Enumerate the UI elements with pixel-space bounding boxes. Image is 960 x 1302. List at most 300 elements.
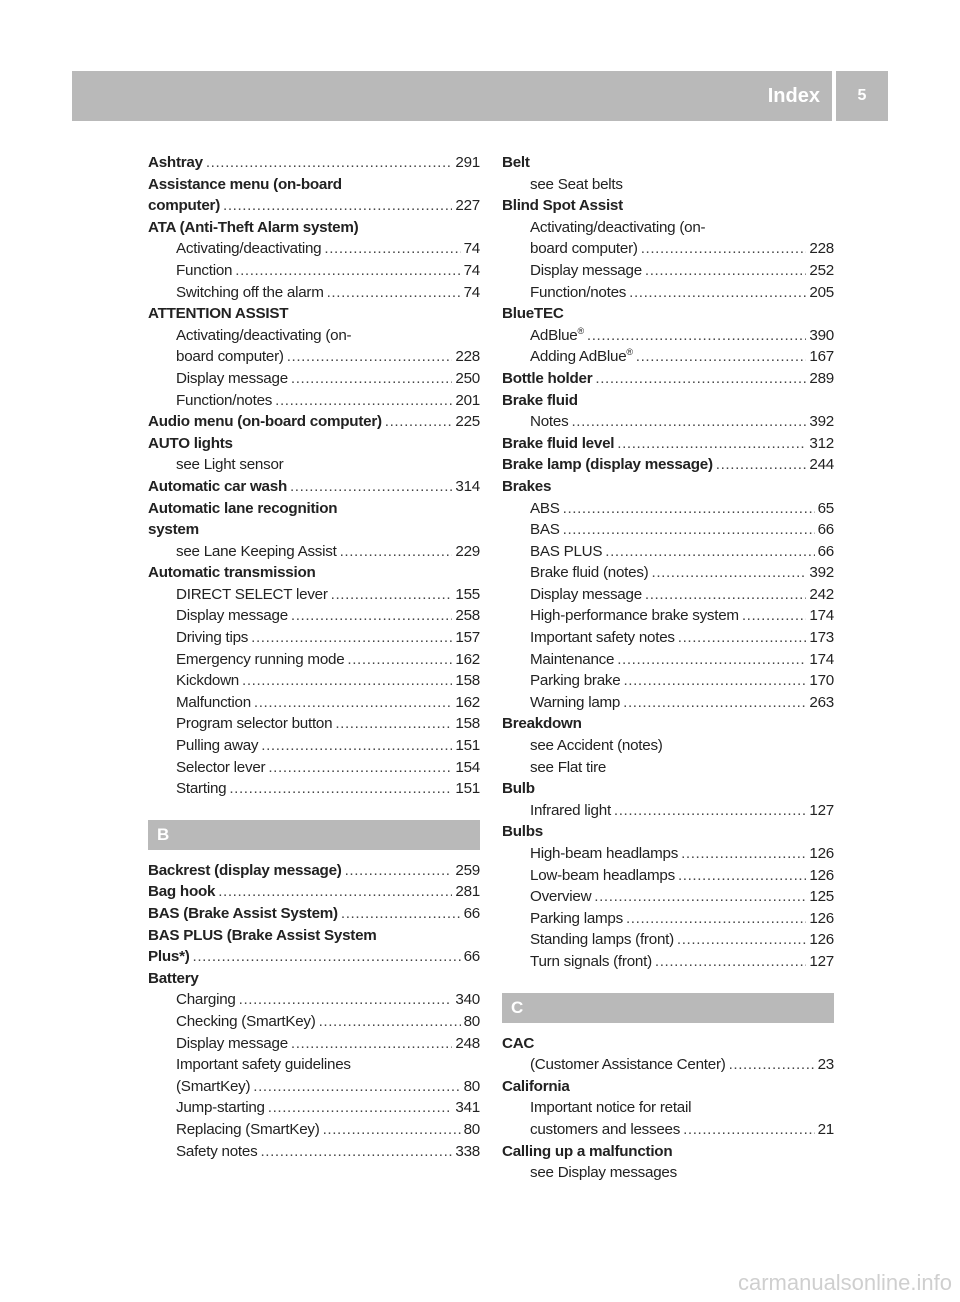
entry-label: Parking brake	[530, 672, 621, 690]
index-subentry	[148, 1056, 480, 1078]
page-ref: 66	[817, 542, 834, 560]
dot-leader	[345, 862, 453, 879]
entry-label: Driving tips	[176, 629, 249, 647]
dot-leader	[261, 737, 452, 754]
page-ref: 162	[455, 693, 480, 711]
dot-leader	[235, 262, 460, 279]
entry-label: Plus*)	[148, 948, 190, 966]
entry-label: Display message	[530, 261, 642, 279]
entry-label: Program selector button	[176, 715, 333, 733]
index-subentry	[502, 867, 834, 889]
dot-leader	[742, 607, 807, 624]
entry-label: AdBlue®	[530, 325, 584, 344]
entry-label: Pulling away	[176, 737, 259, 755]
page-ref: 80	[463, 1120, 480, 1138]
dot-leader	[623, 694, 806, 711]
index-entry	[502, 392, 834, 414]
index-entry	[148, 970, 480, 992]
page-ref: 263	[809, 693, 834, 711]
dot-leader	[681, 845, 806, 862]
page-ref: 252	[809, 261, 834, 279]
index-entry	[148, 478, 480, 500]
entry-label: DIRECT SELECT lever	[176, 585, 328, 603]
entry-label: Blind Spot Assist	[502, 197, 623, 215]
entry-label: CAC	[502, 1034, 535, 1052]
entry-label: BlueTEC	[502, 305, 564, 323]
entry-label: (Customer Assistance Center)	[530, 1056, 726, 1074]
page-number: 5	[836, 71, 888, 121]
entry-label: see Seat belts	[530, 175, 623, 193]
page-ref: 80	[463, 1012, 480, 1030]
dot-leader	[683, 1121, 815, 1138]
index-subentry	[502, 586, 834, 608]
index-subentry	[502, 672, 834, 694]
entry-label: see Accident (notes)	[530, 737, 663, 755]
page-ref: 167	[809, 348, 834, 366]
index-subentry	[502, 931, 834, 953]
entry-label: Checking (SmartKey)	[176, 1012, 316, 1030]
entry-label: see Light sensor	[176, 456, 284, 474]
entry-label: BAS (Brake Assist System)	[148, 905, 338, 922]
dot-leader	[229, 780, 452, 797]
index-entry	[148, 927, 480, 949]
entry-label: Breakdown	[502, 715, 582, 733]
entry-label: Warning lamp	[530, 693, 621, 711]
index-entry	[502, 823, 834, 845]
index-subentry	[502, 564, 834, 586]
index-subentry	[148, 240, 480, 262]
dot-leader	[218, 883, 452, 900]
dot-leader	[193, 948, 461, 965]
dot-leader	[291, 370, 453, 387]
entry-label: ATA (Anti-Theft Alarm system)	[148, 218, 359, 236]
page-ref: 174	[809, 650, 834, 668]
entry-label: ABS	[530, 499, 560, 517]
index-entry	[502, 305, 834, 327]
index-entry	[148, 564, 480, 586]
index-entry	[148, 197, 480, 219]
dot-leader	[323, 1121, 461, 1138]
index-entry	[148, 305, 480, 327]
index-subentry	[148, 1013, 480, 1035]
page-ref: 205	[809, 283, 834, 301]
entry-label: AUTO lights	[148, 434, 233, 452]
entry-label: Brake fluid	[502, 391, 578, 409]
index-entry	[148, 154, 480, 176]
page-ref: 127	[809, 801, 834, 819]
index-subentry	[148, 327, 480, 349]
page-ref: 312	[809, 434, 834, 452]
index-entry	[148, 500, 480, 522]
dot-leader	[223, 197, 452, 214]
dot-leader	[275, 392, 452, 409]
entry-label: Turn signals (front)	[530, 952, 652, 970]
entry-label: Adding AdBlue®	[530, 347, 633, 366]
index-subentry	[502, 629, 834, 651]
page-ref: 291	[455, 154, 480, 171]
page-ref: 242	[809, 585, 834, 603]
entry-label: Automatic transmission	[148, 564, 316, 582]
entry-label: Starting	[176, 780, 227, 798]
entry-label: Low-beam headlamps	[530, 866, 675, 884]
entry-label: Charging	[176, 991, 236, 1009]
dot-leader	[287, 348, 453, 365]
index-column-left	[148, 154, 480, 1164]
index-entry	[502, 154, 834, 176]
dot-leader	[617, 435, 806, 452]
index-subentry	[502, 1164, 834, 1186]
index-subentry	[148, 586, 480, 608]
index-entry	[148, 176, 480, 198]
entry-label: computer)	[148, 197, 221, 215]
registered-mark: ®	[577, 325, 584, 336]
entry-label: Notes	[530, 413, 569, 431]
page-ref: 151	[455, 737, 480, 755]
page-ref: 281	[455, 883, 480, 901]
entry-label: BAS PLUS	[530, 542, 603, 560]
index-entry	[502, 780, 834, 802]
entry-label: Switching off the alarm	[176, 283, 324, 301]
page-ref: 250	[455, 369, 480, 387]
entry-label: Function	[176, 261, 233, 279]
page-ref: 158	[455, 672, 480, 690]
entry-label: Battery	[148, 969, 199, 987]
index-subentry	[148, 543, 480, 565]
index-subentry	[502, 284, 834, 306]
index-entry	[148, 905, 480, 927]
page-title: Index	[767, 85, 820, 107]
dot-leader	[268, 759, 452, 776]
index-entry	[148, 521, 480, 543]
page-ref: 21	[817, 1120, 834, 1138]
entry-label: Automatic lane recognition	[148, 499, 338, 517]
page-ref: 23	[817, 1056, 834, 1074]
entry-label: High-performance brake system	[530, 607, 739, 625]
index-entry	[502, 370, 834, 392]
page-ref: 66	[463, 905, 480, 922]
index-subentry	[148, 1099, 480, 1121]
entry-label: Safety notes	[176, 1142, 258, 1160]
index-subentry	[502, 327, 834, 349]
index-entry	[502, 435, 834, 457]
dot-leader	[291, 607, 453, 624]
entry-label: Assistance menu (on-board	[148, 175, 342, 193]
dot-leader	[652, 564, 807, 581]
index-subentry	[502, 262, 834, 284]
index-subentry	[148, 651, 480, 673]
index-subentry	[148, 991, 480, 1013]
index-subentry	[148, 284, 480, 306]
index-subentry	[502, 1056, 834, 1078]
index-entry	[148, 219, 480, 241]
dot-leader	[571, 413, 806, 430]
entry-label: Brake lamp (display message)	[502, 456, 713, 474]
dot-leader	[239, 991, 453, 1008]
dot-leader	[335, 715, 452, 732]
entry-label: Function/notes	[530, 283, 627, 301]
index-subentry	[502, 910, 834, 932]
index-entry	[148, 862, 480, 884]
index-subentry	[502, 737, 834, 759]
index-subentry	[148, 456, 480, 478]
entry-label: Important safety notes	[530, 629, 675, 647]
entry-label: Infrared light	[530, 801, 611, 819]
page-header-bar	[72, 71, 832, 121]
page-ref: 126	[809, 931, 834, 949]
page-ref: 248	[455, 1034, 480, 1052]
dot-leader	[614, 802, 806, 819]
index-subentry	[502, 1099, 834, 1121]
index-subentry	[148, 392, 480, 414]
entry-label: California	[502, 1077, 570, 1095]
entry-label: Emergency running mode	[176, 650, 345, 668]
page-ref: 74	[463, 261, 480, 279]
dot-leader	[678, 629, 807, 646]
index-entry	[502, 456, 834, 478]
dot-leader	[617, 651, 806, 668]
page-ref: 259	[455, 861, 480, 879]
page-ref: 228	[809, 240, 834, 258]
page-ref: 392	[809, 413, 834, 431]
page-ref: 170	[809, 672, 834, 690]
index-entry	[502, 715, 834, 737]
index-subentry	[148, 1121, 480, 1143]
dot-leader	[385, 413, 453, 430]
entry-label: Display message	[176, 1034, 288, 1052]
dot-leader	[341, 905, 461, 922]
dot-leader	[677, 931, 806, 948]
page-ref: 158	[455, 715, 480, 733]
dot-leader	[319, 1013, 461, 1030]
index-subentry	[502, 694, 834, 716]
entry-label: Kickdown	[176, 672, 239, 690]
index-subentry	[148, 1035, 480, 1057]
registered-mark: ®	[626, 347, 633, 358]
dot-leader	[629, 284, 806, 301]
dot-leader	[729, 1056, 815, 1073]
index-subentry	[148, 262, 480, 284]
index-entry	[502, 197, 834, 219]
entry-label: Bulbs	[502, 823, 543, 841]
index-entry	[148, 948, 480, 970]
page-ref: 341	[455, 1099, 480, 1117]
dot-leader	[242, 672, 452, 689]
entry-label: see Lane Keeping Assist	[176, 542, 337, 560]
entry-label: Replacing (SmartKey)	[176, 1120, 320, 1138]
page-ref: 340	[455, 991, 480, 1009]
page-ref: 65	[817, 499, 834, 517]
index-entry	[502, 1078, 834, 1100]
page-ref: 227	[455, 197, 480, 215]
page-ref: 80	[463, 1077, 480, 1095]
dot-leader	[340, 543, 453, 560]
entry-label: Bag hook	[148, 883, 216, 901]
page-ref: 392	[809, 564, 834, 582]
page-ref: 225	[455, 413, 480, 431]
dot-leader	[605, 543, 814, 560]
index-entry	[502, 1143, 834, 1165]
index-subentry	[502, 953, 834, 975]
dot-leader	[268, 1099, 453, 1116]
index-entry	[148, 413, 480, 435]
entry-label: board computer)	[176, 348, 284, 366]
entry-label: see Flat tire	[530, 758, 607, 776]
page-ref: 151	[455, 780, 480, 798]
page-ref: 127	[809, 952, 834, 970]
entry-label: (SmartKey)	[176, 1077, 251, 1095]
page-ref: 125	[809, 888, 834, 906]
entry-label: ATTENTION ASSIST	[148, 305, 289, 323]
entry-label: Malfunction	[176, 693, 251, 711]
dot-leader	[645, 586, 807, 603]
dot-leader	[327, 284, 461, 301]
dot-leader	[206, 154, 453, 171]
dot-leader	[290, 478, 452, 495]
dot-leader	[626, 910, 806, 927]
entry-label: Function/notes	[176, 391, 273, 409]
entry-label: Important notice for retail	[530, 1099, 692, 1117]
index-subentry	[148, 694, 480, 716]
index-subentry	[148, 715, 480, 737]
index-subentry	[148, 672, 480, 694]
page-ref: 390	[809, 326, 834, 344]
page-ref: 155	[455, 585, 480, 603]
index-subentry	[148, 607, 480, 629]
entry-label: BAS	[530, 521, 560, 539]
index-subentry	[502, 219, 834, 241]
entry-label: Audio menu (on-board computer)	[148, 413, 382, 431]
section-header: C	[502, 993, 834, 1023]
index-subentry	[502, 888, 834, 910]
index-subentry	[502, 845, 834, 867]
entry-label: Selector lever	[176, 758, 266, 776]
page-ref: 126	[809, 845, 834, 862]
entry-label: Standing lamps (front)	[530, 931, 674, 949]
page-ref: 74	[463, 240, 480, 258]
dot-leader	[623, 672, 806, 689]
page-ref: 157	[455, 629, 480, 647]
page-ref: 228	[455, 348, 480, 366]
index-subentry	[148, 737, 480, 759]
watermark: carmanualsonline.info	[737, 1270, 952, 1295]
index-entry	[502, 1035, 834, 1057]
index-column-right	[502, 154, 834, 1186]
page-ref: 66	[817, 521, 834, 539]
entry-label: Backrest (display message)	[148, 861, 342, 879]
entry-label: board computer)	[530, 240, 638, 258]
index-entry	[502, 478, 834, 500]
page-ref: 174	[809, 607, 834, 625]
entry-label: customers and lessees	[530, 1120, 681, 1138]
page-ref: 201	[455, 391, 480, 409]
dot-leader	[563, 521, 815, 538]
entry-label: Bulb	[502, 780, 535, 798]
dot-leader	[678, 867, 806, 884]
dot-leader	[594, 888, 806, 905]
dot-leader	[655, 953, 807, 970]
dot-leader	[636, 348, 807, 365]
entry-label: Parking lamps	[530, 909, 623, 927]
index-subentry	[502, 521, 834, 543]
dot-leader	[716, 456, 807, 473]
index-subentry	[502, 802, 834, 824]
dot-leader	[595, 370, 806, 387]
page-ref: 74	[463, 283, 480, 301]
dot-leader	[291, 1035, 453, 1052]
index-entry	[148, 435, 480, 457]
page-ref: 314	[455, 477, 480, 495]
entry-label: Brake fluid (notes)	[530, 564, 649, 582]
entry-label: system	[148, 521, 199, 539]
page-ref: 162	[455, 650, 480, 668]
entry-label: Brake fluid level	[502, 434, 615, 452]
entry-label: Automatic car wash	[148, 477, 287, 495]
entry-label: Calling up a malfunction	[502, 1142, 673, 1160]
index-subentry	[502, 176, 834, 198]
dot-leader	[563, 500, 815, 517]
index-subentry	[502, 651, 834, 673]
entry-label: Activating/deactivating (on-	[530, 218, 706, 236]
dot-leader	[331, 586, 453, 603]
entry-label: Belt	[502, 154, 530, 171]
dot-leader	[253, 1078, 460, 1095]
page-ref: 154	[455, 758, 480, 776]
entry-label: Display message	[176, 369, 288, 387]
entry-label: Overview	[530, 888, 592, 906]
page-ref: 258	[455, 607, 480, 625]
dot-leader	[645, 262, 807, 279]
index-subentry	[502, 240, 834, 262]
dot-leader	[251, 629, 452, 646]
index-subentry	[148, 1143, 480, 1165]
index-subentry	[148, 348, 480, 370]
dot-leader	[641, 240, 807, 257]
index-subentry	[502, 759, 834, 781]
page-ref: 126	[809, 909, 834, 927]
entry-label: High-beam headlamps	[530, 845, 679, 862]
index-subentry	[148, 780, 480, 802]
entry-label: Bottle holder	[502, 369, 593, 387]
index-subentry	[502, 500, 834, 522]
page-ref: 126	[809, 866, 834, 884]
entry-label: Activating/deactivating	[176, 240, 322, 258]
index-subentry	[148, 1078, 480, 1100]
index-subentry	[502, 1121, 834, 1143]
entry-label: Display message	[530, 585, 642, 603]
entry-label: Display message	[176, 607, 288, 625]
dot-leader	[254, 694, 452, 711]
entry-label: Important safety guidelines	[176, 1056, 351, 1074]
entry-label: Ashtray	[148, 154, 203, 171]
index-subentry	[502, 543, 834, 565]
page-ref: 229	[455, 542, 480, 560]
index-subentry	[502, 413, 834, 435]
dot-leader	[587, 327, 807, 344]
entry-label: Brakes	[502, 477, 552, 495]
entry-label: Jump-starting	[176, 1099, 265, 1117]
page-ref: 66	[463, 948, 480, 966]
dot-leader	[347, 651, 452, 668]
entry-label: see Display messages	[530, 1164, 677, 1182]
index-subentry	[148, 370, 480, 392]
page-ref: 338	[455, 1142, 480, 1160]
dot-leader	[260, 1143, 452, 1160]
page-ref: 173	[809, 629, 834, 647]
index-subentry	[502, 607, 834, 629]
index-entry	[148, 883, 480, 905]
page-ref: 289	[809, 369, 834, 387]
section-header: B	[148, 820, 480, 850]
